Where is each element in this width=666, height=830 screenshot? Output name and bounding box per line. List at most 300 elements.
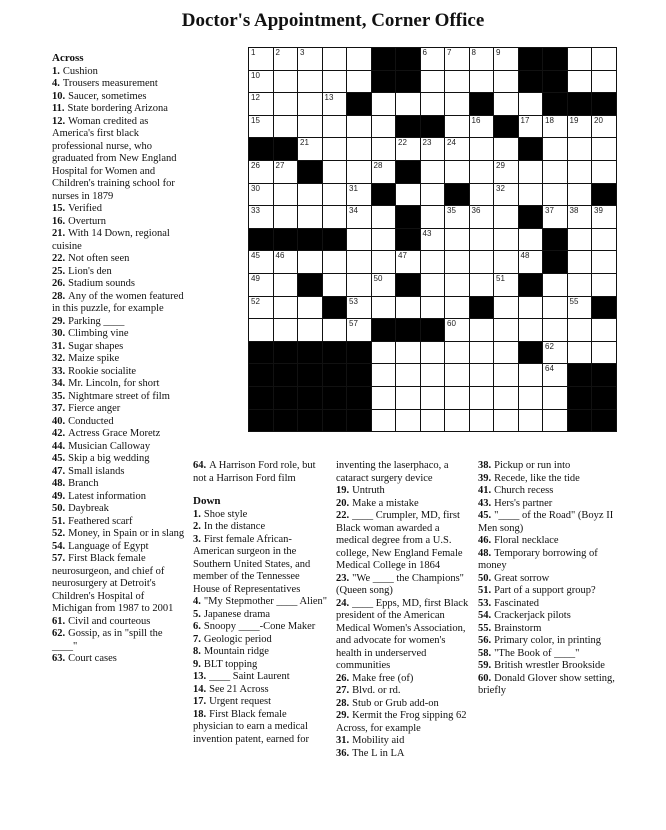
clue bbox=[478, 673, 618, 698]
clue-text: Parking ____ bbox=[68, 315, 125, 327]
grid-cell[interactable] bbox=[395, 92, 421, 116]
grid-cell[interactable] bbox=[420, 386, 446, 410]
grid-cell[interactable] bbox=[346, 250, 372, 274]
grid-cell[interactable] bbox=[469, 250, 495, 274]
grid-cell[interactable] bbox=[395, 250, 421, 274]
cell-number: 26 bbox=[251, 161, 260, 170]
clue-number: 17. bbox=[193, 696, 207, 707]
grid-cell[interactable] bbox=[591, 160, 617, 184]
clue-number: 47. bbox=[52, 465, 66, 477]
grid-cell[interactable] bbox=[248, 250, 274, 274]
grid-cell[interactable] bbox=[273, 70, 299, 94]
clue bbox=[52, 616, 187, 629]
grid-cell[interactable] bbox=[444, 318, 470, 342]
clue bbox=[336, 598, 471, 673]
grid-cell[interactable] bbox=[297, 70, 323, 94]
grid-cell[interactable] bbox=[493, 273, 519, 297]
grid-cell[interactable] bbox=[542, 183, 568, 207]
clue-text: Temporary borrowing of money bbox=[478, 547, 598, 571]
clue-number: 25. bbox=[52, 265, 66, 277]
clue-number: 31. bbox=[52, 340, 66, 352]
grid-cell[interactable] bbox=[273, 318, 299, 342]
grid-cell[interactable] bbox=[395, 137, 421, 161]
clue bbox=[478, 485, 618, 498]
grid-block bbox=[297, 273, 323, 297]
grid-cell[interactable] bbox=[518, 160, 544, 184]
grid-cell[interactable] bbox=[371, 363, 397, 387]
grid-cell[interactable] bbox=[567, 250, 593, 274]
clue-text: First Black female neurosurgeon, and chief of neurosurgery at Detroit's Children's Hospital of Michigan from 1987 to 2001 bbox=[52, 553, 174, 614]
clue-number: 22. bbox=[336, 510, 350, 521]
grid-cell[interactable] bbox=[493, 137, 519, 161]
grid-cell[interactable] bbox=[346, 228, 372, 252]
grid-block bbox=[297, 363, 323, 387]
clue-number: 38. bbox=[478, 460, 492, 471]
grid-cell[interactable] bbox=[444, 341, 470, 365]
grid-cell[interactable] bbox=[248, 296, 274, 320]
grid-cell[interactable] bbox=[371, 228, 397, 252]
clue-number: 7. bbox=[193, 633, 201, 645]
grid-cell[interactable] bbox=[518, 183, 544, 207]
grid-cell[interactable] bbox=[542, 341, 568, 365]
grid-cell[interactable] bbox=[444, 70, 470, 94]
grid-block bbox=[297, 409, 323, 433]
grid-cell[interactable] bbox=[346, 273, 372, 297]
grid-cell[interactable] bbox=[420, 205, 446, 229]
grid-cell[interactable] bbox=[346, 115, 372, 139]
grid-cell[interactable] bbox=[322, 92, 348, 116]
grid-cell[interactable] bbox=[420, 92, 446, 116]
grid-cell[interactable] bbox=[273, 205, 299, 229]
grid-cell[interactable] bbox=[493, 318, 519, 342]
cell-number: 32 bbox=[496, 183, 505, 193]
grid-cell[interactable] bbox=[444, 363, 470, 387]
grid-cell[interactable] bbox=[444, 296, 470, 320]
grid-block bbox=[371, 70, 397, 94]
grid-cell[interactable] bbox=[371, 296, 397, 320]
cell-number: 9 bbox=[496, 48, 501, 57]
grid-cell[interactable] bbox=[346, 160, 372, 184]
grid-cell[interactable] bbox=[493, 363, 519, 387]
grid-cell[interactable] bbox=[322, 250, 348, 274]
grid-block bbox=[346, 92, 372, 116]
grid-cell[interactable] bbox=[469, 228, 495, 252]
grid-cell[interactable] bbox=[371, 409, 397, 433]
clue bbox=[193, 671, 328, 684]
grid-cell[interactable] bbox=[444, 205, 470, 229]
grid-cell[interactable] bbox=[591, 250, 617, 274]
grid-cell[interactable] bbox=[444, 160, 470, 184]
cell-number: 17 bbox=[520, 115, 530, 125]
clue-number: 46. bbox=[478, 535, 492, 546]
grid-cell[interactable] bbox=[542, 386, 568, 410]
grid-cell[interactable] bbox=[591, 47, 617, 71]
grid-cell[interactable] bbox=[395, 409, 421, 433]
grid-cell[interactable] bbox=[567, 228, 593, 252]
grid-cell[interactable] bbox=[493, 296, 519, 320]
grid-cell[interactable] bbox=[493, 92, 519, 116]
grid-cell[interactable] bbox=[420, 47, 446, 71]
grid-cell[interactable] bbox=[493, 409, 519, 433]
cell-number: 55 bbox=[569, 296, 579, 306]
clue-number: 22. bbox=[52, 253, 66, 264]
clue-number: 9. bbox=[193, 658, 201, 670]
grid-cell[interactable] bbox=[395, 183, 421, 207]
grid-cell[interactable] bbox=[297, 205, 323, 229]
clue-number: 44. bbox=[52, 440, 66, 452]
cell-number: 47 bbox=[398, 251, 407, 261]
grid-cell[interactable] bbox=[493, 250, 519, 274]
clue bbox=[193, 684, 328, 697]
cell-number: 8 bbox=[471, 48, 476, 57]
grid-cell[interactable] bbox=[567, 70, 593, 94]
grid-cell[interactable] bbox=[395, 386, 421, 410]
grid-block bbox=[322, 296, 348, 320]
clue bbox=[336, 510, 471, 573]
cell-number: 38 bbox=[569, 206, 579, 216]
grid-cell[interactable] bbox=[322, 137, 348, 161]
grid-cell[interactable] bbox=[322, 47, 348, 71]
grid-cell[interactable] bbox=[248, 47, 274, 71]
grid-cell[interactable] bbox=[493, 228, 519, 252]
grid-cell[interactable] bbox=[420, 273, 446, 297]
grid-block bbox=[273, 363, 299, 387]
grid-cell[interactable] bbox=[371, 250, 397, 274]
grid-cell[interactable] bbox=[395, 363, 421, 387]
grid-cell[interactable] bbox=[591, 228, 617, 252]
grid-cell[interactable] bbox=[420, 183, 446, 207]
grid-block bbox=[395, 205, 421, 229]
grid-cell[interactable] bbox=[444, 273, 470, 297]
clue-number: 23. bbox=[336, 572, 350, 584]
grid-cell[interactable] bbox=[518, 296, 544, 320]
grid-cell[interactable] bbox=[248, 183, 274, 207]
clue bbox=[336, 573, 471, 598]
grid-cell[interactable] bbox=[248, 273, 274, 297]
grid-cell[interactable] bbox=[273, 92, 299, 116]
clue bbox=[478, 623, 618, 636]
grid-cell[interactable] bbox=[371, 386, 397, 410]
clue-number: 10. bbox=[52, 90, 66, 102]
grid-cell[interactable] bbox=[273, 273, 299, 297]
clue-text: Gossip, as in "spill the ____" bbox=[52, 628, 163, 652]
clue-number: 26. bbox=[52, 278, 66, 289]
grid-cell[interactable] bbox=[493, 47, 519, 71]
clue-number: 42. bbox=[52, 428, 66, 439]
clue-number: 58. bbox=[478, 647, 492, 659]
clue-text: Nightmare street of film bbox=[68, 390, 170, 402]
grid-cell[interactable] bbox=[248, 92, 274, 116]
grid-cell[interactable] bbox=[297, 115, 323, 139]
grid-cell[interactable] bbox=[542, 273, 568, 297]
clue-number: 37. bbox=[52, 403, 66, 414]
cell-number: 20 bbox=[594, 115, 603, 125]
grid-cell[interactable] bbox=[591, 137, 617, 161]
grid-cell[interactable] bbox=[591, 70, 617, 94]
grid-cell[interactable] bbox=[322, 273, 348, 297]
grid-cell[interactable] bbox=[322, 183, 348, 207]
grid-cell[interactable] bbox=[567, 183, 593, 207]
grid-cell[interactable] bbox=[542, 296, 568, 320]
clue-number: 63. bbox=[52, 653, 66, 664]
across-heading: Across bbox=[52, 52, 84, 64]
clue-number: 52. bbox=[52, 528, 66, 539]
grid-cell[interactable] bbox=[297, 47, 323, 71]
clue bbox=[52, 91, 187, 104]
grid-cell[interactable] bbox=[518, 409, 544, 433]
clue bbox=[478, 473, 618, 486]
grid-cell[interactable] bbox=[542, 409, 568, 433]
grid-cell[interactable] bbox=[567, 47, 593, 71]
grid-cell[interactable] bbox=[395, 341, 421, 365]
grid-cell[interactable] bbox=[346, 137, 372, 161]
cell-number: 60 bbox=[447, 319, 456, 329]
grid-cell[interactable] bbox=[542, 160, 568, 184]
clue-number: 36. bbox=[336, 747, 350, 759]
cell-number: 18 bbox=[545, 115, 554, 125]
grid-cell[interactable] bbox=[469, 137, 495, 161]
grid-cell[interactable] bbox=[371, 205, 397, 229]
grid-cell[interactable] bbox=[420, 363, 446, 387]
grid-cell[interactable] bbox=[371, 160, 397, 184]
clue-number: 32. bbox=[52, 353, 66, 364]
grid-cell[interactable] bbox=[346, 70, 372, 94]
grid-cell[interactable] bbox=[493, 341, 519, 365]
clue-text: Feathered scarf bbox=[68, 515, 133, 527]
grid-cell[interactable] bbox=[444, 137, 470, 161]
grid-cell[interactable] bbox=[444, 250, 470, 274]
clue-number: 56. bbox=[478, 635, 492, 646]
clue bbox=[478, 585, 618, 598]
grid-cell[interactable] bbox=[248, 318, 274, 342]
grid-cell[interactable] bbox=[297, 183, 323, 207]
grid-cell[interactable] bbox=[444, 228, 470, 252]
grid-cell[interactable] bbox=[567, 115, 593, 139]
grid-cell[interactable] bbox=[518, 318, 544, 342]
grid-cell[interactable] bbox=[518, 228, 544, 252]
clue-number: 30. bbox=[52, 328, 66, 339]
grid-cell[interactable] bbox=[444, 409, 470, 433]
clue-text: Untruth bbox=[352, 485, 385, 496]
grid-cell[interactable] bbox=[567, 205, 593, 229]
grid-cell[interactable] bbox=[248, 205, 274, 229]
clue-text: Conducted bbox=[68, 415, 114, 427]
grid-block bbox=[371, 47, 397, 71]
grid-cell[interactable] bbox=[297, 318, 323, 342]
grid-cell[interactable] bbox=[322, 160, 348, 184]
clue-text: Rookie socialite bbox=[68, 365, 137, 377]
grid-cell[interactable] bbox=[322, 70, 348, 94]
clue-text: Small islands bbox=[68, 465, 125, 477]
grid-cell[interactable] bbox=[371, 115, 397, 139]
grid-cell[interactable] bbox=[346, 183, 372, 207]
grid-cell[interactable] bbox=[273, 296, 299, 320]
grid-cell[interactable] bbox=[371, 137, 397, 161]
clue bbox=[193, 696, 328, 709]
grid-block bbox=[273, 386, 299, 410]
grid-cell[interactable] bbox=[591, 318, 617, 342]
grid-cell[interactable] bbox=[591, 205, 617, 229]
grid-cell[interactable] bbox=[567, 160, 593, 184]
grid-cell[interactable] bbox=[371, 273, 397, 297]
clue-number: 1. bbox=[52, 65, 60, 77]
clue bbox=[52, 628, 187, 653]
grid-cell[interactable] bbox=[542, 363, 568, 387]
grid-block bbox=[420, 115, 446, 139]
grid-cell[interactable] bbox=[248, 160, 274, 184]
grid-cell[interactable] bbox=[420, 250, 446, 274]
grid-cell[interactable] bbox=[297, 296, 323, 320]
grid-cell[interactable] bbox=[542, 205, 568, 229]
grid-cell[interactable] bbox=[297, 137, 323, 161]
grid-cell[interactable] bbox=[444, 47, 470, 71]
grid-cell[interactable] bbox=[567, 296, 593, 320]
grid-cell[interactable] bbox=[567, 273, 593, 297]
clue-text: Woman credited as America's first black professional nurse, who graduated from New England Hospital for Women and Children's training school for nurses in 1879 bbox=[52, 115, 177, 202]
clue bbox=[193, 509, 328, 522]
grid-cell[interactable] bbox=[567, 137, 593, 161]
clue bbox=[52, 103, 187, 116]
grid-cell[interactable] bbox=[248, 70, 274, 94]
grid-cell[interactable] bbox=[322, 115, 348, 139]
grid-block bbox=[395, 47, 421, 71]
clue-number: 12. bbox=[52, 115, 66, 127]
clue-number: 29. bbox=[52, 315, 66, 327]
grid-cell[interactable] bbox=[518, 386, 544, 410]
grid-cell[interactable] bbox=[346, 205, 372, 229]
cell-number: 15 bbox=[251, 115, 260, 125]
grid-cell[interactable] bbox=[469, 115, 495, 139]
grid-cell[interactable] bbox=[420, 160, 446, 184]
grid-block bbox=[248, 386, 274, 410]
clue-text: Lion's den bbox=[68, 265, 112, 277]
grid-cell[interactable] bbox=[493, 70, 519, 94]
clue-number: 60. bbox=[478, 672, 492, 684]
grid-cell[interactable] bbox=[273, 115, 299, 139]
grid-block bbox=[322, 341, 348, 365]
clue bbox=[193, 621, 328, 634]
grid-cell[interactable] bbox=[371, 92, 397, 116]
grid-cell[interactable] bbox=[591, 341, 617, 365]
grid-cell[interactable] bbox=[346, 296, 372, 320]
grid-cell[interactable] bbox=[469, 47, 495, 71]
grid-cell[interactable] bbox=[493, 183, 519, 207]
clue-number: 45. bbox=[478, 510, 492, 521]
grid-cell[interactable] bbox=[297, 250, 323, 274]
grid-cell[interactable] bbox=[420, 409, 446, 433]
grid-cell[interactable] bbox=[469, 273, 495, 297]
clue-text: Mountain ridge bbox=[203, 646, 269, 657]
grid-cell[interactable] bbox=[567, 341, 593, 365]
grid-cell[interactable] bbox=[567, 318, 593, 342]
clue bbox=[52, 541, 187, 554]
grid-cell[interactable] bbox=[493, 386, 519, 410]
grid-cell[interactable] bbox=[518, 92, 544, 116]
grid-cell[interactable] bbox=[469, 409, 495, 433]
grid-cell[interactable] bbox=[469, 363, 495, 387]
grid-cell[interactable] bbox=[469, 386, 495, 410]
grid-cell[interactable] bbox=[273, 183, 299, 207]
grid-cell[interactable] bbox=[469, 70, 495, 94]
grid-cell[interactable] bbox=[371, 341, 397, 365]
clue bbox=[52, 553, 187, 616]
cell-number: 31 bbox=[349, 183, 358, 193]
clue bbox=[478, 610, 618, 623]
grid-block bbox=[567, 92, 593, 116]
grid-cell[interactable] bbox=[542, 318, 568, 342]
grid-cell[interactable] bbox=[420, 137, 446, 161]
grid-cell[interactable] bbox=[273, 47, 299, 71]
grid-cell[interactable] bbox=[493, 205, 519, 229]
clue-text: The L in LA bbox=[352, 747, 405, 759]
cell-number: 7 bbox=[447, 48, 452, 57]
clue bbox=[52, 366, 187, 379]
grid-block bbox=[395, 273, 421, 297]
grid-cell[interactable] bbox=[518, 115, 544, 139]
grid-cell[interactable] bbox=[469, 318, 495, 342]
grid-cell[interactable] bbox=[493, 160, 519, 184]
grid-cell[interactable] bbox=[395, 296, 421, 320]
grid-cell[interactable] bbox=[469, 205, 495, 229]
grid-cell[interactable] bbox=[469, 160, 495, 184]
grid-cell[interactable] bbox=[273, 160, 299, 184]
clue-text: Kermit the Frog sipping 62 Across, for example bbox=[336, 710, 467, 734]
grid-block bbox=[469, 296, 495, 320]
grid-block bbox=[591, 363, 617, 387]
grid-cell[interactable] bbox=[420, 296, 446, 320]
clue-text: Snoopy ____-Cone Maker bbox=[203, 621, 316, 632]
grid-cell[interactable] bbox=[469, 183, 495, 207]
grid-cell[interactable] bbox=[420, 341, 446, 365]
grid-cell[interactable] bbox=[444, 115, 470, 139]
grid-cell[interactable] bbox=[518, 363, 544, 387]
grid-cell[interactable] bbox=[542, 115, 568, 139]
grid-cell[interactable] bbox=[444, 386, 470, 410]
grid-cell[interactable] bbox=[322, 205, 348, 229]
grid-cell[interactable] bbox=[542, 137, 568, 161]
grid-cell[interactable] bbox=[420, 70, 446, 94]
clue-number: 61. bbox=[52, 615, 66, 627]
clue bbox=[52, 216, 187, 229]
grid-cell[interactable] bbox=[591, 273, 617, 297]
clue-text: Civil and courteous bbox=[68, 615, 151, 627]
grid-block bbox=[322, 386, 348, 410]
grid-cell[interactable] bbox=[248, 115, 274, 139]
grid-cell[interactable] bbox=[346, 47, 372, 71]
grid-block bbox=[542, 70, 568, 94]
grid-block bbox=[518, 70, 544, 94]
grid-cell[interactable] bbox=[420, 228, 446, 252]
grid-cell[interactable] bbox=[591, 115, 617, 139]
grid-cell[interactable] bbox=[273, 250, 299, 274]
grid-block bbox=[542, 228, 568, 252]
grid-block bbox=[395, 115, 421, 139]
clue-text: Make a mistake bbox=[352, 497, 419, 509]
grid-block bbox=[346, 409, 372, 433]
clue-text: Hers's partner bbox=[494, 497, 553, 509]
cell-number: 43 bbox=[422, 228, 432, 238]
grid-cell[interactable] bbox=[322, 318, 348, 342]
clue bbox=[52, 291, 187, 316]
grid-cell[interactable] bbox=[469, 341, 495, 365]
grid-cell[interactable] bbox=[297, 92, 323, 116]
puzzle-title: Doctor's Appointment, Corner Office bbox=[181, 10, 485, 31]
grid-cell[interactable] bbox=[518, 250, 544, 274]
clue-number: 26. bbox=[336, 672, 350, 684]
grid-cell[interactable] bbox=[346, 318, 372, 342]
grid-block bbox=[591, 386, 617, 410]
grid-cell[interactable] bbox=[444, 92, 470, 116]
